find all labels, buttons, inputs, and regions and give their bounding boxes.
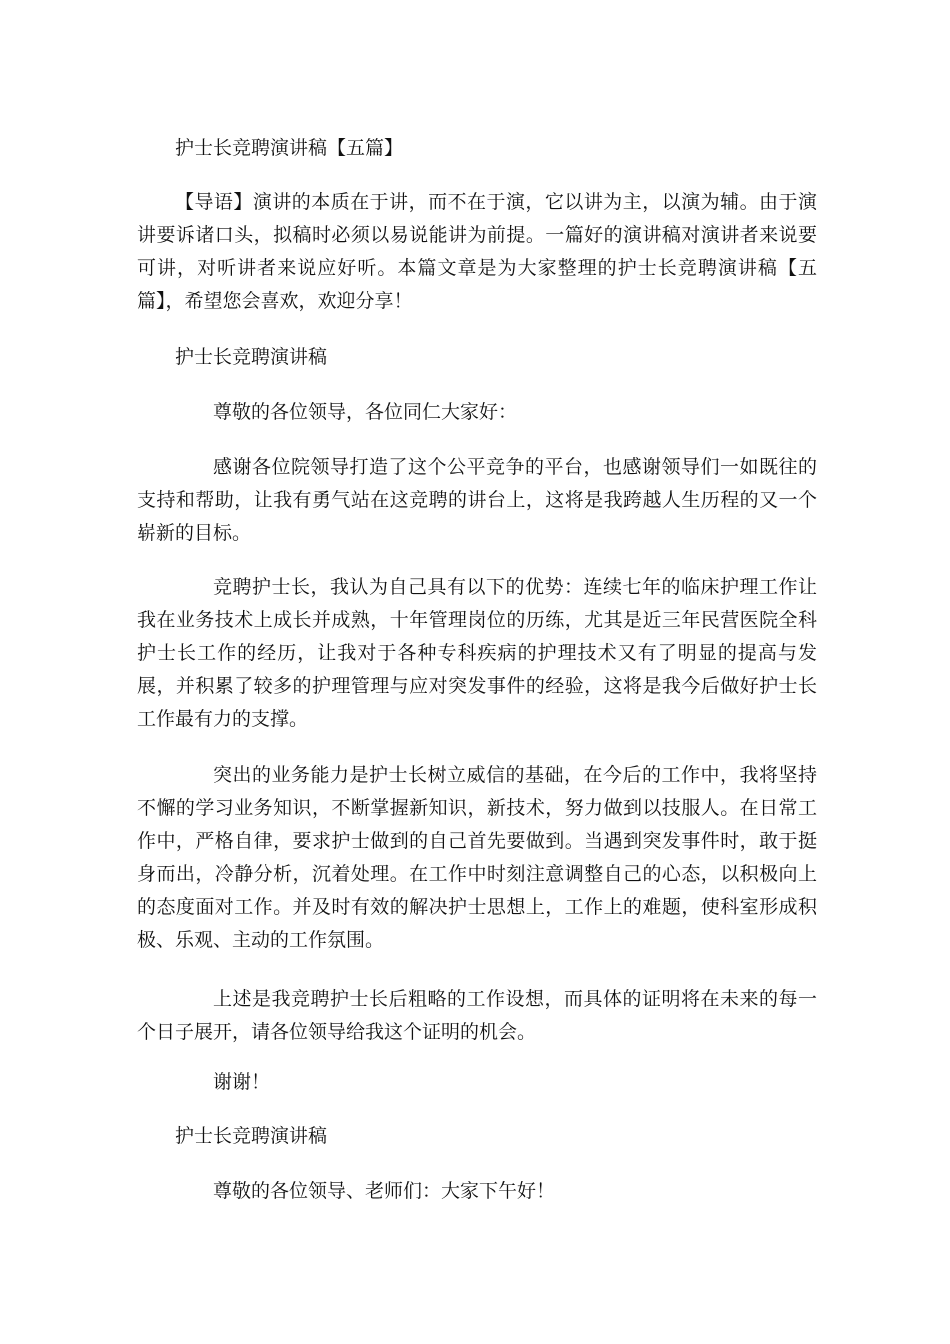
- body-paragraph: 上述是我竞聘护士长后粗略的工作设想，而具体的证明将在未来的每一个日子展开，请各位领导给我这个证明的机会。: [137, 988, 817, 1043]
- salutation: 尊敬的各位领导，各位同仁大家好：: [213, 401, 518, 423]
- section-heading: 护士长竞聘演讲稿: [175, 346, 328, 368]
- intro-paragraph: 【导语】演讲的本质在于讲，而不在于演，它以讲为主，以演为辅。由于演讲要诉诸口头，拟稿时必须以易说能讲为前提。一篇好的演讲稿对演讲者来说要可讲，对听讲者来说应好听。本篇文章是为大家整理的护士长竞聘演讲稿【五篇】，希望您会喜欢，欢迎分享！: [137, 191, 817, 312]
- section-heading: 护士长竞聘演讲稿: [175, 1125, 328, 1147]
- salutation: 尊敬的各位领导、老师们：大家下午好！: [213, 1180, 556, 1202]
- body-paragraph: 突出的业务能力是护士长树立威信的基础，在今后的工作中，我将坚持不懈的学习业务知识，不断掌握新知识，新技术，努力做到以技服人。在日常工作中，严格自律，要求护士做到的自己首先要做到。当遇到突发事件时，敢于挺身而出，冷静分析，沉着处理。在工作中时刻注意调整自己的心态，以积极向上的态度面对工作。并及时有效的解决护士思想上，工作上的难题，使科室形成积极、乐观、主动的工作氛围。: [137, 764, 817, 951]
- body-paragraph: 感谢各位院领导打造了这个公平竞争的平台，也感谢领导们一如既往的支持和帮助，让我有勇气站在这竞聘的讲台上，这将是我跨越人生历程的又一个崭新的目标。: [137, 456, 817, 544]
- closing-text: 谢谢！: [213, 1071, 271, 1093]
- document-page: [137, 0, 817, 1344]
- body-paragraph: 竞聘护士长，我认为自己具有以下的优势：连续七年的临床护理工作让我在业务技术上成长并成熟，十年管理岗位的历练，尤其是近三年民营医院全科护士长工作的经历，让我对于各种专科疾病的护理技术又有了明显的提高与发展，并积累了较多的护理管理与应对突发事件的经验，这将是我今后做好护士长工作最有力的支撑。: [137, 576, 817, 730]
- document-title: 护士长竞聘演讲稿【五篇】: [175, 137, 404, 159]
